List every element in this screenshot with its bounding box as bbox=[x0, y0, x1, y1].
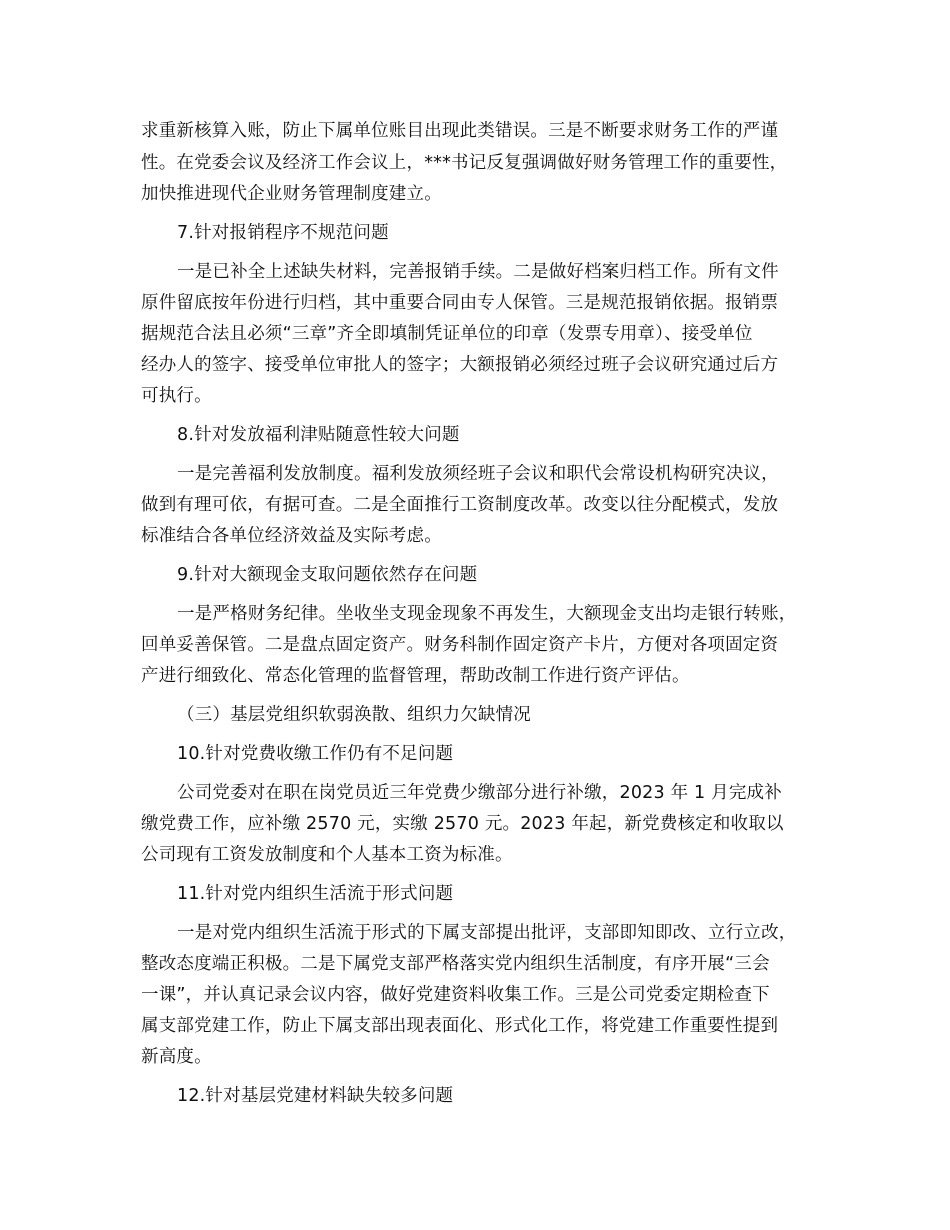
section-heading: 10.针对党费收缴工作仍有不足问题 bbox=[177, 744, 454, 764]
body-text-line: 标准结合各单位经济效益及实际考虑。 bbox=[141, 526, 442, 546]
body-text-line: 据规范合法且必须“三章”齐全即填制凭证单位的印章（发票专用章）、接受单位 bbox=[141, 324, 753, 344]
section-heading: 7.针对报销程序不规范问题 bbox=[177, 223, 389, 243]
body-text-line: 做到有理可依，有据可查。二是全面推行工资制度改革。改变以往分配模式，发放 bbox=[141, 495, 779, 515]
body-text-line: 加快推进现代企业财务管理制度建立。 bbox=[141, 184, 442, 204]
body-text-line: 经办人的签字、接受单位审批人的签字；大额报销必须经过班子会议研究通过后方 bbox=[141, 355, 779, 375]
body-text-line: 公司党委对在职在岗党员近三年党费少缴部分进行补缴，2023 年 1 月完成补 bbox=[177, 783, 782, 803]
section-heading: 9.针对大额现金支取问题依然存在问题 bbox=[177, 565, 478, 585]
body-text-line: 公司现有工资发放制度和个人基本工资为标准。 bbox=[141, 845, 513, 865]
section-heading: （三）基层党组织软弱涣散、组织力欠缺情况 bbox=[177, 705, 531, 725]
section-heading: 12.针对基层党建材料缺失较多问题 bbox=[177, 1086, 454, 1106]
body-text-line: 缴党费工作，应补缴 2570 元，实缴 2570 元。2023 年起，新党费核定和收取以 bbox=[141, 814, 784, 834]
section-heading: 11.针对党内组织生活流于形式问题 bbox=[177, 884, 454, 904]
body-text-line: 可执行。 bbox=[141, 386, 212, 406]
body-text-line: 产进行细致化、常态化管理的监督管理，帮助改制工作进行资产评估。 bbox=[141, 666, 690, 686]
body-text-line: 性。在党委会议及经济工作会议上，***书记反复强调做好财务管理工作的重要性， bbox=[141, 153, 788, 173]
body-text-line: 一课”，并认真记录会议内容，做好党建资料收集工作。三是公司党委定期检查下 bbox=[141, 985, 770, 1005]
body-text-line: 新高度。 bbox=[141, 1047, 212, 1067]
body-text-line: 求重新核算入账，防止下属单位账目出现此类错误。三是不断要求财务工作的严谨 bbox=[141, 121, 779, 141]
body-text-line: 一是已补全上述缺失材料，完善报销手续。二是做好档案归档工作。所有文件 bbox=[177, 262, 779, 282]
body-text-line: 属支部党建工作，防止下属支部出现表面化、形式化工作，将党建工作重要性提到 bbox=[141, 1016, 779, 1036]
body-text-line: 一是严格财务纪律。坐收坐支现金现象不再发生，大额现金支出均走银行转账， bbox=[177, 604, 797, 624]
section-heading: 8.针对发放福利津贴随意性较大问题 bbox=[177, 425, 460, 445]
body-text-line: 原件留底按年份进行归档，其中重要合同由专人保管。三是规范报销依据。报销票 bbox=[141, 293, 779, 313]
body-text-line: 一是对党内组织生活流于形式的下属支部提出批评，支部即知即改、立行立改， bbox=[177, 923, 797, 943]
body-text-line: 回单妥善保管。二是盘点固定资产。财务科制作固定资产卡片，方便对各项固定资 bbox=[141, 635, 779, 655]
body-text-line: 整改态度端正积极。二是下属党支部严格落实党内组织生活制度，有序开展“三会 bbox=[141, 954, 770, 974]
body-text-line: 一是完善福利发放制度。福利发放须经班子会议和职代会常设机构研究决议， bbox=[177, 464, 779, 484]
